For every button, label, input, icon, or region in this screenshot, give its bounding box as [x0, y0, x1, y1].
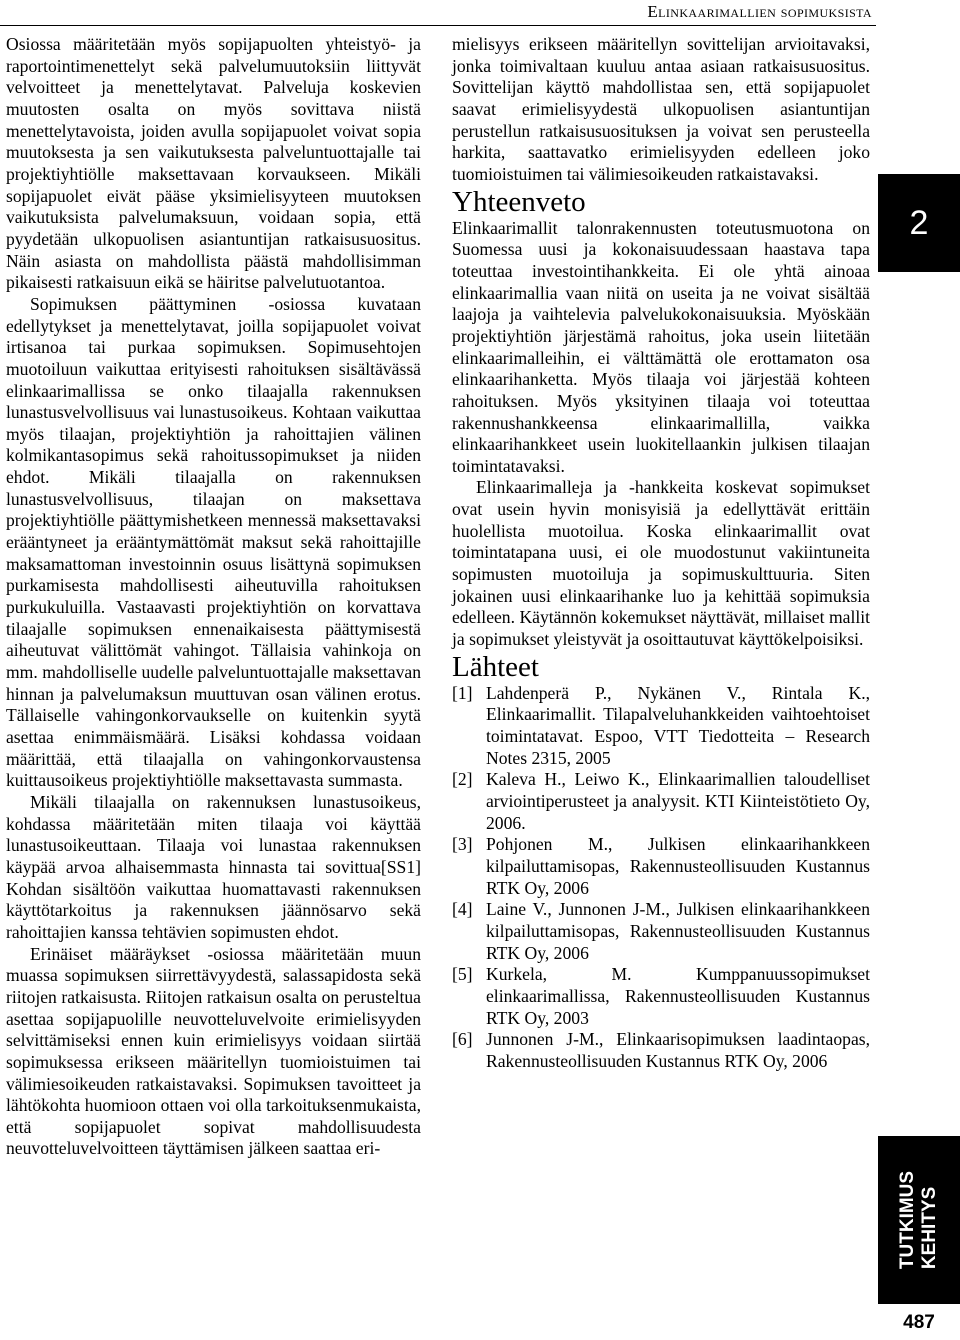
reference-text: Laine V., Junnonen J-M., Julkisen elinkaarihankkeen kilpailuttamisopas, Rakennusteollisuuden Kustannus RTK Oy, 2006: [486, 899, 870, 963]
reference-item: [452, 769, 870, 834]
running-header: Elinkaarimallien sopimuksista: [647, 2, 872, 21]
summary-paragraph: Elinkaarimalleja ja -hankkeita koskevat sopimukset ovat usein hyvin monisyisiä ja edellyttävät erittäin huolellista muotoilua. Koska elinkaarimallit ovat toimintatapana uusi, ei ole muodostunut vakiintuneita sopimusten muotoiluja ja sopimuskulttuuria. Siten jokainen uusi elinkaarihanke luo ja kehittää sopimuksia edelleen. Käytännön kokemukset näyttävät, millaiset mallit ja sopimukset yleistyvät ja osoittautuvat käyttökelpoisiksi.: [452, 477, 870, 650]
reference-number: [3]: [452, 834, 473, 855]
left-column: [6, 34, 421, 1160]
reference-number: [1]: [452, 682, 473, 703]
body-paragraph: Mikäli tilaajalla on rakennuksen lunastusoikeus, kohdassa määritetään miten tilaaja voi käyttää lunastusoikeuttaan. Tilaaja voi lunastaa rakennuksen käypää arvoa alhaisemmasta hinnasta tai sovittua[SS1] Kohdan sisältöön vaikuttaa huomattavasti rakennuksen käyttötarkoitus ja rakennuksen jäännösarvo sekä rahoittajien kanssa tehtävien sopimusten ehdot.: [6, 791, 421, 942]
body-paragraph: Sopimuksen päättyminen -osiossa kuvataan edellytykset ja menettelytavat, joilla sopijapuolet voivat irtisanoa tai purkaa sopimuksen. Sopimusehtojen muotoiluun vaikuttaa erityisesti rahoituksen sisältävässä elinkaarimallissa se onko tilaajalla rakennuksen lunastusvelvollisuus vai lunastusoikeus. Kohtaan vaikuttaa myös tilaajan, projektiyhtiön ja rahoittajien välinen kolmikantasopimus sekä rahoitussopimukset ja niiden ehdot. Mikäli tilaajalla on rakennuksen lunastusvelvollisuus, tilaajan on maksettava projektiyhtiölle päättymishetkeen mennessä maksettavaksi erääntyneet ja erääntymättömät maksut sekä rahoittajille maksamattoman investoinnin osuus lisättynä sopimuksen purkamisesta mahdollisesti aiheutuvilla rahoituksen purkukuluilla. Vastaavasti projektiyhtiön on korvattava tilaajalle sopimuksen ennenaikaisesta päättymisestä aiheutuvat välittömät vahingot. Tällaisia vahinkoja on mm. mahdolliselle uudelle palveluntuottajalle maksettavan hinnan ja palvelumaksun muuttuvan osan välinen erotus. Tällaiselle vahingonkorvaukselle on kuitenkin syytä asettaa enimmäismäärä. Lisäksi kohdassa voidaan määrittää, että tilaajalla on vahingonkorvaustensa kuittausoikeus projektiyhtiölle maksettavasta summasta.: [6, 293, 421, 791]
reference-text: Kurkela, M. Kumppanuussopimukset elinkaarimallissa, Rakennusteollisuuden Kustannus RTK Oy, 2003: [486, 964, 870, 1028]
reference-item: [452, 899, 870, 964]
chapter-tab: 2: [878, 174, 960, 272]
reference-number: [5]: [452, 964, 473, 985]
body-paragraph: Erinäiset määräykset -osiossa määritetään muun muassa sopimuksen siirrettävyydestä, salassapidosta sekä riitojen ratkaisusta. Riitojen ratkaisun osalta on perusteltua asettaa sopijapuolille neuvotteluvelvoite erimielisyyden selvittämiseksi ennen kuin erimielisyys voidaan siirtää sopimuksessa erikseen määritellyn tuomioistuimen tai välimiesoikeuden ratkaistavaksi. Sopimuksen tavoitteet ja lähtökohta huomioon ottaen voi olla tarkoituksenmukaista, että sopijapuolet sopivat mahdollisuudesta neuvotteluvelvoitteen täyttämisen jälkeen saattaa eri-: [6, 943, 421, 1159]
body-paragraph: Osiossa määritetään myös sopijapuolten yhteistyö- ja raportointimenettelyt sekä palvelumuutoksiin liittyvät velvoitteet ja menettelytavat. Palveluja koskevien muutosten osalta on myös sovittava niistä menettelytavoista, joiden avulla sopijapuolet voivat sopia muutoksesta ja sen vaikutuksesta palveluntuottajalle tai projektiyhtiölle maksettavaan korvaukseen. Mikäli sopijapuolet eivät pääse yksimielisyyteen muutoksen vaikutuksista palvelumaksuun, voidaan sopia, että pyydetään ulkopuolisen asiantuntijan ratkaisusuositus. Näin asiasta on mahdollista päästä mahdollisimman pikaisesti ratkaisuun eikä se häiritse palvelutuotantoa.: [6, 34, 421, 293]
page-number: 487: [903, 1312, 935, 1333]
reference-number: [2]: [452, 769, 473, 790]
summary-paragraph: Elinkaarimallit talonrakennusten toteutusmuotona on Suomessa uusi ja kokonaisuudessaan haastava tapa toteuttaa investointihankkeita. Ei ole yhtä ainoaa elinkaarimallia vaan niitä on useita ja ne voivat sisältää laajoja ja vaihtelevia palvelukokonaisuuksia. Myöskään projektiyhtiön järjestämä rahoitus, joka usein liitetään elinkaarimalleihin, ei välttämättä ole erottamaton osa elinkaarihanketta. Myös tilaaja voi järjestää kohteen rahoituksen. Myös yksityinen tilaaja voi toteuttaa rakennushankkeensa elinkaarimallilla, vaikka elinkaarihankkeet usein luokitellaankin julkisen tilaajan toimintatavaksi.: [452, 217, 870, 476]
section-label: [897, 1171, 941, 1269]
body-paragraph-continuation: mielisyys erikseen määritellyn sovittelijan arvioitavaksi, jonka toimivaltaan kuuluu antaa asiaan ratkaisusuositus. Sovittelijan käyttö mahdollistaa sen, että sopijapuolet saavat erimielisyydestä ulkopuolisen asiantuntijan perustellun ratkaisusuosituksen ja voivat sen perusteella harkita, saattavatko erimielisyyden edelleen joko tuomioistuimen tai välimiesoikeuden ratkaistavaksi.: [452, 34, 870, 184]
reference-text: Lahdenperä P., Nykänen V., Rintala K., Elinkaarimallit. Tilapalveluhankkeiden vaihtoehtoiset toimintatavat. Espoo, VTT Tiedotteita – Research Notes 2315, 2005: [486, 682, 870, 768]
right-column: [452, 34, 870, 1073]
reference-number: [4]: [452, 899, 473, 920]
reference-list: [452, 683, 870, 1073]
reference-item: [452, 1029, 870, 1072]
references-heading: Lähteet: [452, 650, 539, 683]
reference-text: Pohjonen M., Julkisen elinkaarihankkeen kilpailuttamisopas, Rakennusteollisuuden Kustannus RTK Oy, 2006: [486, 834, 870, 898]
reference-text: Kaleva H., Leiwo K., Elinkaarimallien taloudelliset arviointiperusteet ja analyysit. KTI Kiinteistötieto Oy, 2006.: [486, 769, 870, 833]
section-label-line: TUTKIMUS: [897, 1170, 918, 1270]
reference-item: [452, 683, 870, 770]
reference-item: [452, 964, 870, 1029]
reference-text: Junnonen J-M., Elinkaarisopimuksen laadintaopas, Rakennusteollisuuden Kustannus RTK Oy, 2006: [486, 1029, 870, 1071]
header-rule: [0, 25, 876, 26]
section-label-line: KEHITYS: [919, 1186, 940, 1270]
reference-number: [6]: [452, 1029, 473, 1050]
reference-item: [452, 834, 870, 899]
section-tab: [878, 1136, 960, 1304]
summary-heading: Yhteenveto: [452, 185, 586, 218]
